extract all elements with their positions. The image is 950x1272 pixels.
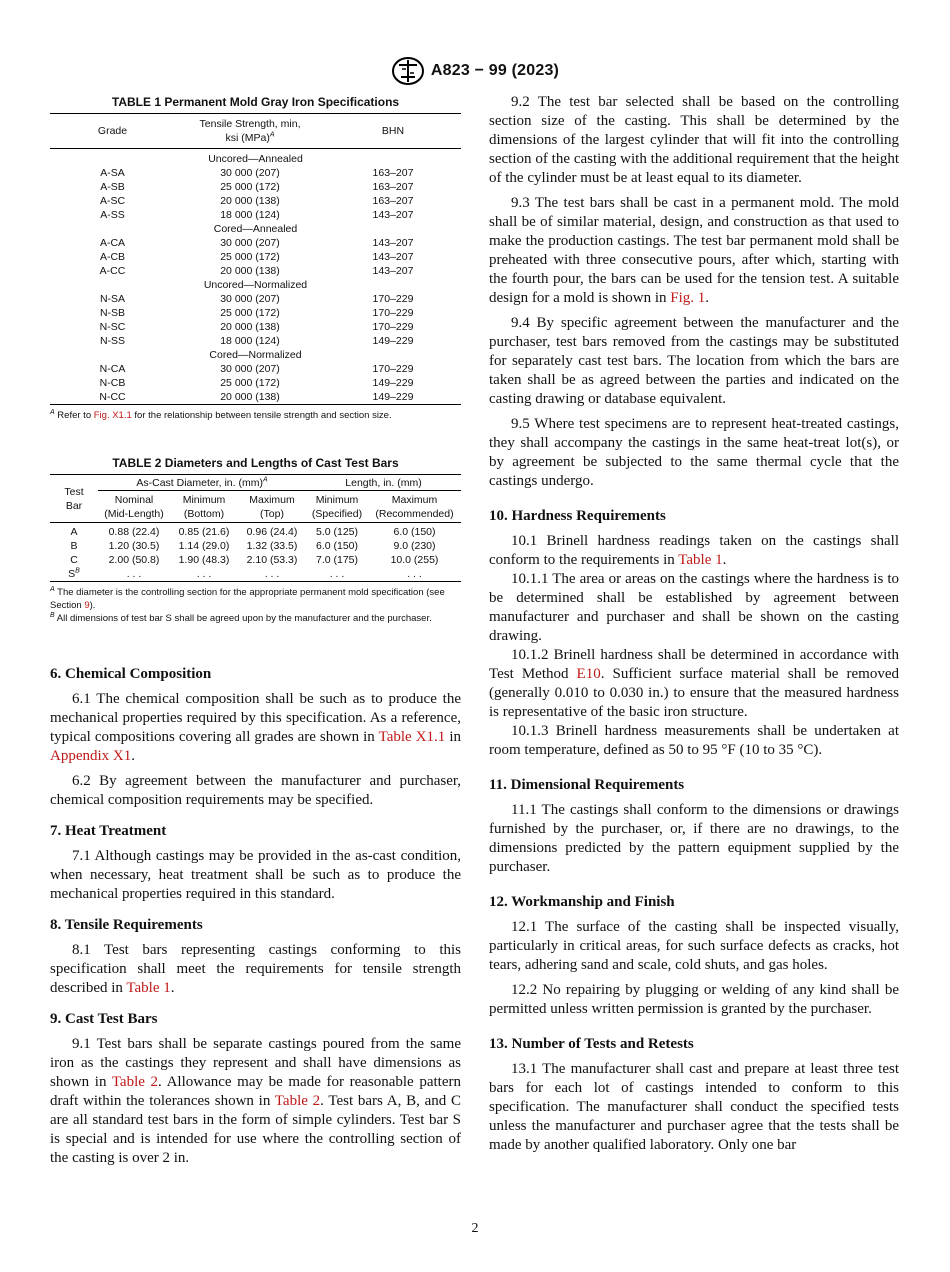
para-11-1: 11.1 The castings shall conform to the dimensions or drawings furnished by the purchaser, or, if there are no drawings, to the dimensions predicted by the pattern equipment supplied by the purchaser. <box>489 802 899 875</box>
table2-col-maximum-len: Maximum (Recommended) <box>368 491 461 523</box>
para-8-1: 8.1 Test bars representing castings conforming to this specification shall meet the requirements for tensile strength described in Table 1. <box>50 942 461 996</box>
max-len-cell: 9.0 (230) <box>393 540 436 552</box>
para-9-4: 9.4 By specific agreement between the manufacturer and the purchaser, test bars removed from the castings may be substituted for separately cast test bars. The location from which the bars are taken shall be as agreed between the parties and indicated on the casting drawing or database equivalent. <box>489 315 899 407</box>
para-9-3: 9.3 The test bars shall be cast in a permanent mold. The mold shall be of similar material, design, and construction as that used to make the production castings. The test bar permanent mold shall be preheated with three consecutive pours, after which, starting with the fourth pour, the bars can be used for the tension test. A suitable design for a mold is shown in Fig. 1. <box>489 195 899 306</box>
min-len-cell: 6.0 (150) <box>315 540 359 552</box>
right-column <box>489 93 899 1155</box>
test-bar-cell: B <box>70 540 78 552</box>
bhn-cell: 143–207 <box>372 265 414 277</box>
para-9-5: 9.5 Where test specimens are to represent heat-treated castings, they shall accompany the castings in the same heat-treat lot(s), or by agreement be subjected to the same thermal cycle that the castings undergo. <box>489 416 899 489</box>
bhn-cell: 149–229 <box>372 377 414 389</box>
min-diam-cell: 1.90 (48.3) <box>178 554 230 566</box>
bhn-cell: 170–229 <box>372 363 414 375</box>
grade-cell: A-SA <box>100 167 125 179</box>
min-len-cell: 5.0 (125) <box>315 526 359 538</box>
para-9-2: 9.2 The test bar selected shall be based on the controlling section size of the casting. This shall be determined by the dimensions of the largest cylinder that will fit into the controlling section of the casting with the additional requirement that the height of the cylinder must be at least equal to its diameter. <box>489 94 899 186</box>
tensile-cell: 18 000 (124) <box>220 209 280 221</box>
table-row <box>50 523 461 540</box>
table1-footnote: $^A$ Refer to Fig. X1.1 for the relationship between tensile strength and section size. <box>50 408 392 421</box>
tensile-cell: 30 000 (207) <box>220 363 280 375</box>
table1-group-label: Cored—Normalized <box>209 349 302 361</box>
para-12-2: 12.2 No repairing by plugging or welding of any kind shall be permitted unless written permission is granted by the purchaser. <box>489 982 899 1017</box>
grade-cell: N-CC <box>99 391 126 403</box>
section-8-heading: 8. Tensile Requirements <box>50 917 203 933</box>
tensile-cell: 30 000 (207) <box>220 237 280 249</box>
grade-cell: A-SS <box>100 209 125 221</box>
bhn-cell: 143–207 <box>372 237 414 249</box>
grade-cell: N-CB <box>99 377 126 389</box>
tensile-cell: 25 000 (172) <box>220 377 280 389</box>
table-row <box>50 376 461 390</box>
table-row <box>50 250 461 264</box>
table1-group-label: Uncored—Annealed <box>208 153 303 165</box>
tensile-cell: 25 000 (172) <box>220 307 280 319</box>
para-6-1: 6.1 The chemical composition shall be such as to produce the mechanical properties required by this specification. As a reference, typical compositions covering all grades are shown in Table X1.1 in Appendix X1. <box>50 691 461 764</box>
table2-title: TABLE 2 Diameters and Lengths of Cast Test Bars <box>112 456 399 470</box>
para-13-1: 13.1 The manufacturer shall cast and prepare at least three test bars for each lot of castings intended to conform to this specification. The manufacturer shall conduct the specified tests unless the manufacturer and purchaser agree that the tests shall be made by another qualified laboratory. Only one bar <box>489 1061 899 1153</box>
nominal-cell: 1.20 (30.5) <box>108 540 160 552</box>
fig-x1-1-link[interactable]: Fig. X1.1 <box>93 410 132 421</box>
table-x1-1-link[interactable]: Table X1.1 <box>378 729 446 745</box>
para-10-1: 10.1 Brinell hardness readings taken on the castings shall conform to the requirements in Table 1. <box>489 533 899 568</box>
tensile-cell: 30 000 (207) <box>220 293 280 305</box>
table-2-link[interactable]: Table 2 <box>274 1093 321 1109</box>
test-bar-cell: C <box>70 554 78 566</box>
bhn-cell: 143–207 <box>372 209 414 221</box>
tensile-cell: 30 000 (207) <box>220 167 280 179</box>
min-len-cell: 7.0 (175) <box>315 554 359 566</box>
table2-footnote-a: $^A$ The diameter is the controlling section for the appropriate permanent mold specification (see Section 9). <box>50 585 445 611</box>
grade-cell: N-SC <box>99 321 126 333</box>
max-diam-cell: . . . <box>264 568 280 580</box>
para-10-1-2: 10.1.2 Brinell hardness shall be determined in accordance with Test Method E10. Sufficient surface material shall be removed (generally 0.010 to 0.030 in.) to ensure that the measured hardness is representative of the basic iron structure. <box>489 647 899 720</box>
max-diam-cell: 2.10 (53.3) <box>246 554 298 566</box>
para-10-1-1: 10.1.1 The area or areas on the castings where the hardness is to be determined shall be established by agreement between manufacturer and purchaser and shall be shown on the casting drawing. <box>489 571 899 644</box>
table-row <box>50 236 461 250</box>
table2-col-maximum-diam: Maximum (Top) <box>238 491 306 523</box>
tensile-cell: 20 000 (138) <box>220 195 280 207</box>
table-row <box>50 362 461 376</box>
section-9-link[interactable]: 9 <box>84 600 90 611</box>
section-10-heading: 10. Hardness Requirements <box>489 508 666 524</box>
tensile-cell: 25 000 (172) <box>220 181 280 193</box>
table1-title: TABLE 1 Permanent Mold Gray Iron Specifications <box>111 95 400 109</box>
table2-col-minimum-len: Minimum (Specified) <box>306 491 368 523</box>
table2-body <box>50 523 461 582</box>
table2-group-length: Length, in. (mm) <box>306 475 461 491</box>
table-1-link[interactable]: Table 1 <box>678 552 723 568</box>
table2-footnote-b: $^B$ All dimensions of test bar S shall be agreed upon by the manufacturer and the purchaser. <box>50 611 432 624</box>
grade-cell: N-SA <box>99 293 126 305</box>
tensile-cell: 20 000 (138) <box>220 265 280 277</box>
grade-cell: A-CC <box>99 265 126 277</box>
table1-body <box>50 149 461 405</box>
table-row <box>50 264 461 278</box>
nominal-cell: . . . <box>126 568 142 580</box>
grade-cell: N-CA <box>99 363 126 375</box>
min-diam-cell: 0.85 (21.6) <box>178 526 230 538</box>
section-13-heading: 13. Number of Tests and Retests <box>489 1036 694 1052</box>
section-6-heading: 6. Chemical Composition <box>50 666 212 682</box>
para-12-1: 12.1 The surface of the casting shall be inspected visually, particularly in critical areas, for such surface defects as cracks, hot tears, adhering sand and scale, cold shuts, and gas holes. <box>489 919 899 973</box>
max-len-cell: . . . <box>407 568 422 580</box>
table-2-link[interactable]: Table 2 <box>111 1074 159 1090</box>
max-len-cell: 10.0 (255) <box>390 554 439 566</box>
page-number: 2 <box>471 1221 479 1236</box>
bhn-cell: 163–207 <box>372 195 414 207</box>
table-row <box>50 306 461 320</box>
table-row <box>50 390 461 405</box>
nominal-cell: 0.88 (22.4) <box>108 526 160 538</box>
grade-cell: A-CA <box>99 237 126 249</box>
min-len-cell: . . . <box>329 568 345 580</box>
min-diam-cell: 1.14 (29.0) <box>178 540 230 552</box>
table1 <box>50 113 461 405</box>
table1-col-tensile: Tensile Strength, min, ksi (MPa)$^A$ <box>175 114 325 149</box>
table2 <box>50 474 461 582</box>
table-row <box>50 553 461 567</box>
min-diam-cell: . . . <box>196 568 212 580</box>
para-10-1-3: 10.1.3 Brinell hardness measurements shall be undertaken at room temperature, defined as 50 to 95 °F (10 to 35 °C). <box>489 723 899 758</box>
bhn-cell: 143–207 <box>372 251 414 263</box>
section-9-heading: 9. Cast Test Bars <box>50 1011 158 1027</box>
grade-cell: N-SB <box>99 307 126 319</box>
section-12-heading: 12. Workmanship and Finish <box>489 894 675 910</box>
table2-col-nominal: Nominal (Mid-Length) <box>98 491 170 523</box>
table-row <box>50 334 461 348</box>
test-bar-cell: $S^B$ <box>68 567 80 580</box>
grade-cell: A-CB <box>99 251 126 263</box>
table-row <box>50 208 461 222</box>
page-header <box>0 56 950 91</box>
tensile-cell: 25 000 (172) <box>220 251 280 263</box>
max-diam-cell: 0.96 (24.4) <box>246 526 298 538</box>
section-7-heading: 7. Heat Treatment <box>50 823 167 839</box>
bhn-cell: 170–229 <box>372 321 414 333</box>
table2-col-testbar: Test Bar <box>50 475 98 523</box>
table-row <box>50 180 461 194</box>
table1-col-bhn: BHN <box>325 114 461 149</box>
table1-group-label: Cored—Annealed <box>213 223 298 235</box>
nominal-cell: 2.00 (50.8) <box>108 554 160 566</box>
grade-cell: A-SB <box>100 181 125 193</box>
table1-group-label: Uncored—Normalized <box>203 279 308 291</box>
table-row <box>50 194 461 208</box>
max-diam-cell: 1.32 (33.5) <box>246 540 298 552</box>
section-11-heading: 11. Dimensional Requirements <box>489 777 685 793</box>
grade-cell: N-SS <box>99 335 126 347</box>
bhn-cell: 163–207 <box>372 167 414 179</box>
bhn-cell: 170–229 <box>372 293 414 305</box>
table-1-link[interactable]: Table 1 <box>126 980 171 996</box>
tensile-cell: 20 000 (138) <box>220 321 280 333</box>
appendix-x1-link[interactable]: Appendix X1 <box>50 748 132 764</box>
tensile-cell: 20 000 (138) <box>220 391 280 403</box>
table1-col-grade: Grade <box>50 114 175 149</box>
bhn-cell: 149–229 <box>372 391 414 403</box>
para-9-1: 9.1 Test bars shall be separate castings poured from the same iron as the castings they represent and shall have dimensions as shown in Table 2. Allowance may be made for reasonable pattern draft within the tolerances shown in Table 2. Test bars A, B, and C are all standard test bars in the form of simple cylinders. Test bar S is special and is intended for use where the controlling section of the casting is over 2 in. <box>50 1036 462 1166</box>
test-bar-cell: A <box>70 526 78 538</box>
grade-cell: A-SC <box>99 195 126 207</box>
max-len-cell: 6.0 (150) <box>393 526 436 538</box>
bhn-cell: 149–229 <box>372 335 414 347</box>
table-row <box>50 292 461 306</box>
bhn-cell: 170–229 <box>372 307 414 319</box>
e10-link[interactable]: E10 <box>576 666 601 682</box>
para-7-1: 7.1 Although castings may be provided in the as-cast condition, when necessary, heat treatment shall be such as to produce the mechanical properties required in this standard. <box>50 848 461 902</box>
para-6-2: 6.2 By agreement between the manufacturer and purchaser, chemical composition requirements may be specified. <box>50 773 461 808</box>
table-row <box>50 320 461 334</box>
left-column <box>50 93 461 1168</box>
document-id: A823 − 99 (2023) <box>430 62 560 79</box>
table2-col-minimum-diam: Minimum (Bottom) <box>170 491 238 523</box>
table2-group-diameter: As-Cast Diameter, in. (mm)$^A$ <box>98 475 306 491</box>
table-row <box>50 539 461 553</box>
astm-logo-icon <box>391 56 425 86</box>
bhn-cell: 163–207 <box>372 181 414 193</box>
table-row <box>50 567 461 582</box>
tensile-cell: 18 000 (124) <box>220 335 280 347</box>
table-row <box>50 166 461 180</box>
fig-1-link[interactable]: Fig. 1 <box>670 290 706 306</box>
